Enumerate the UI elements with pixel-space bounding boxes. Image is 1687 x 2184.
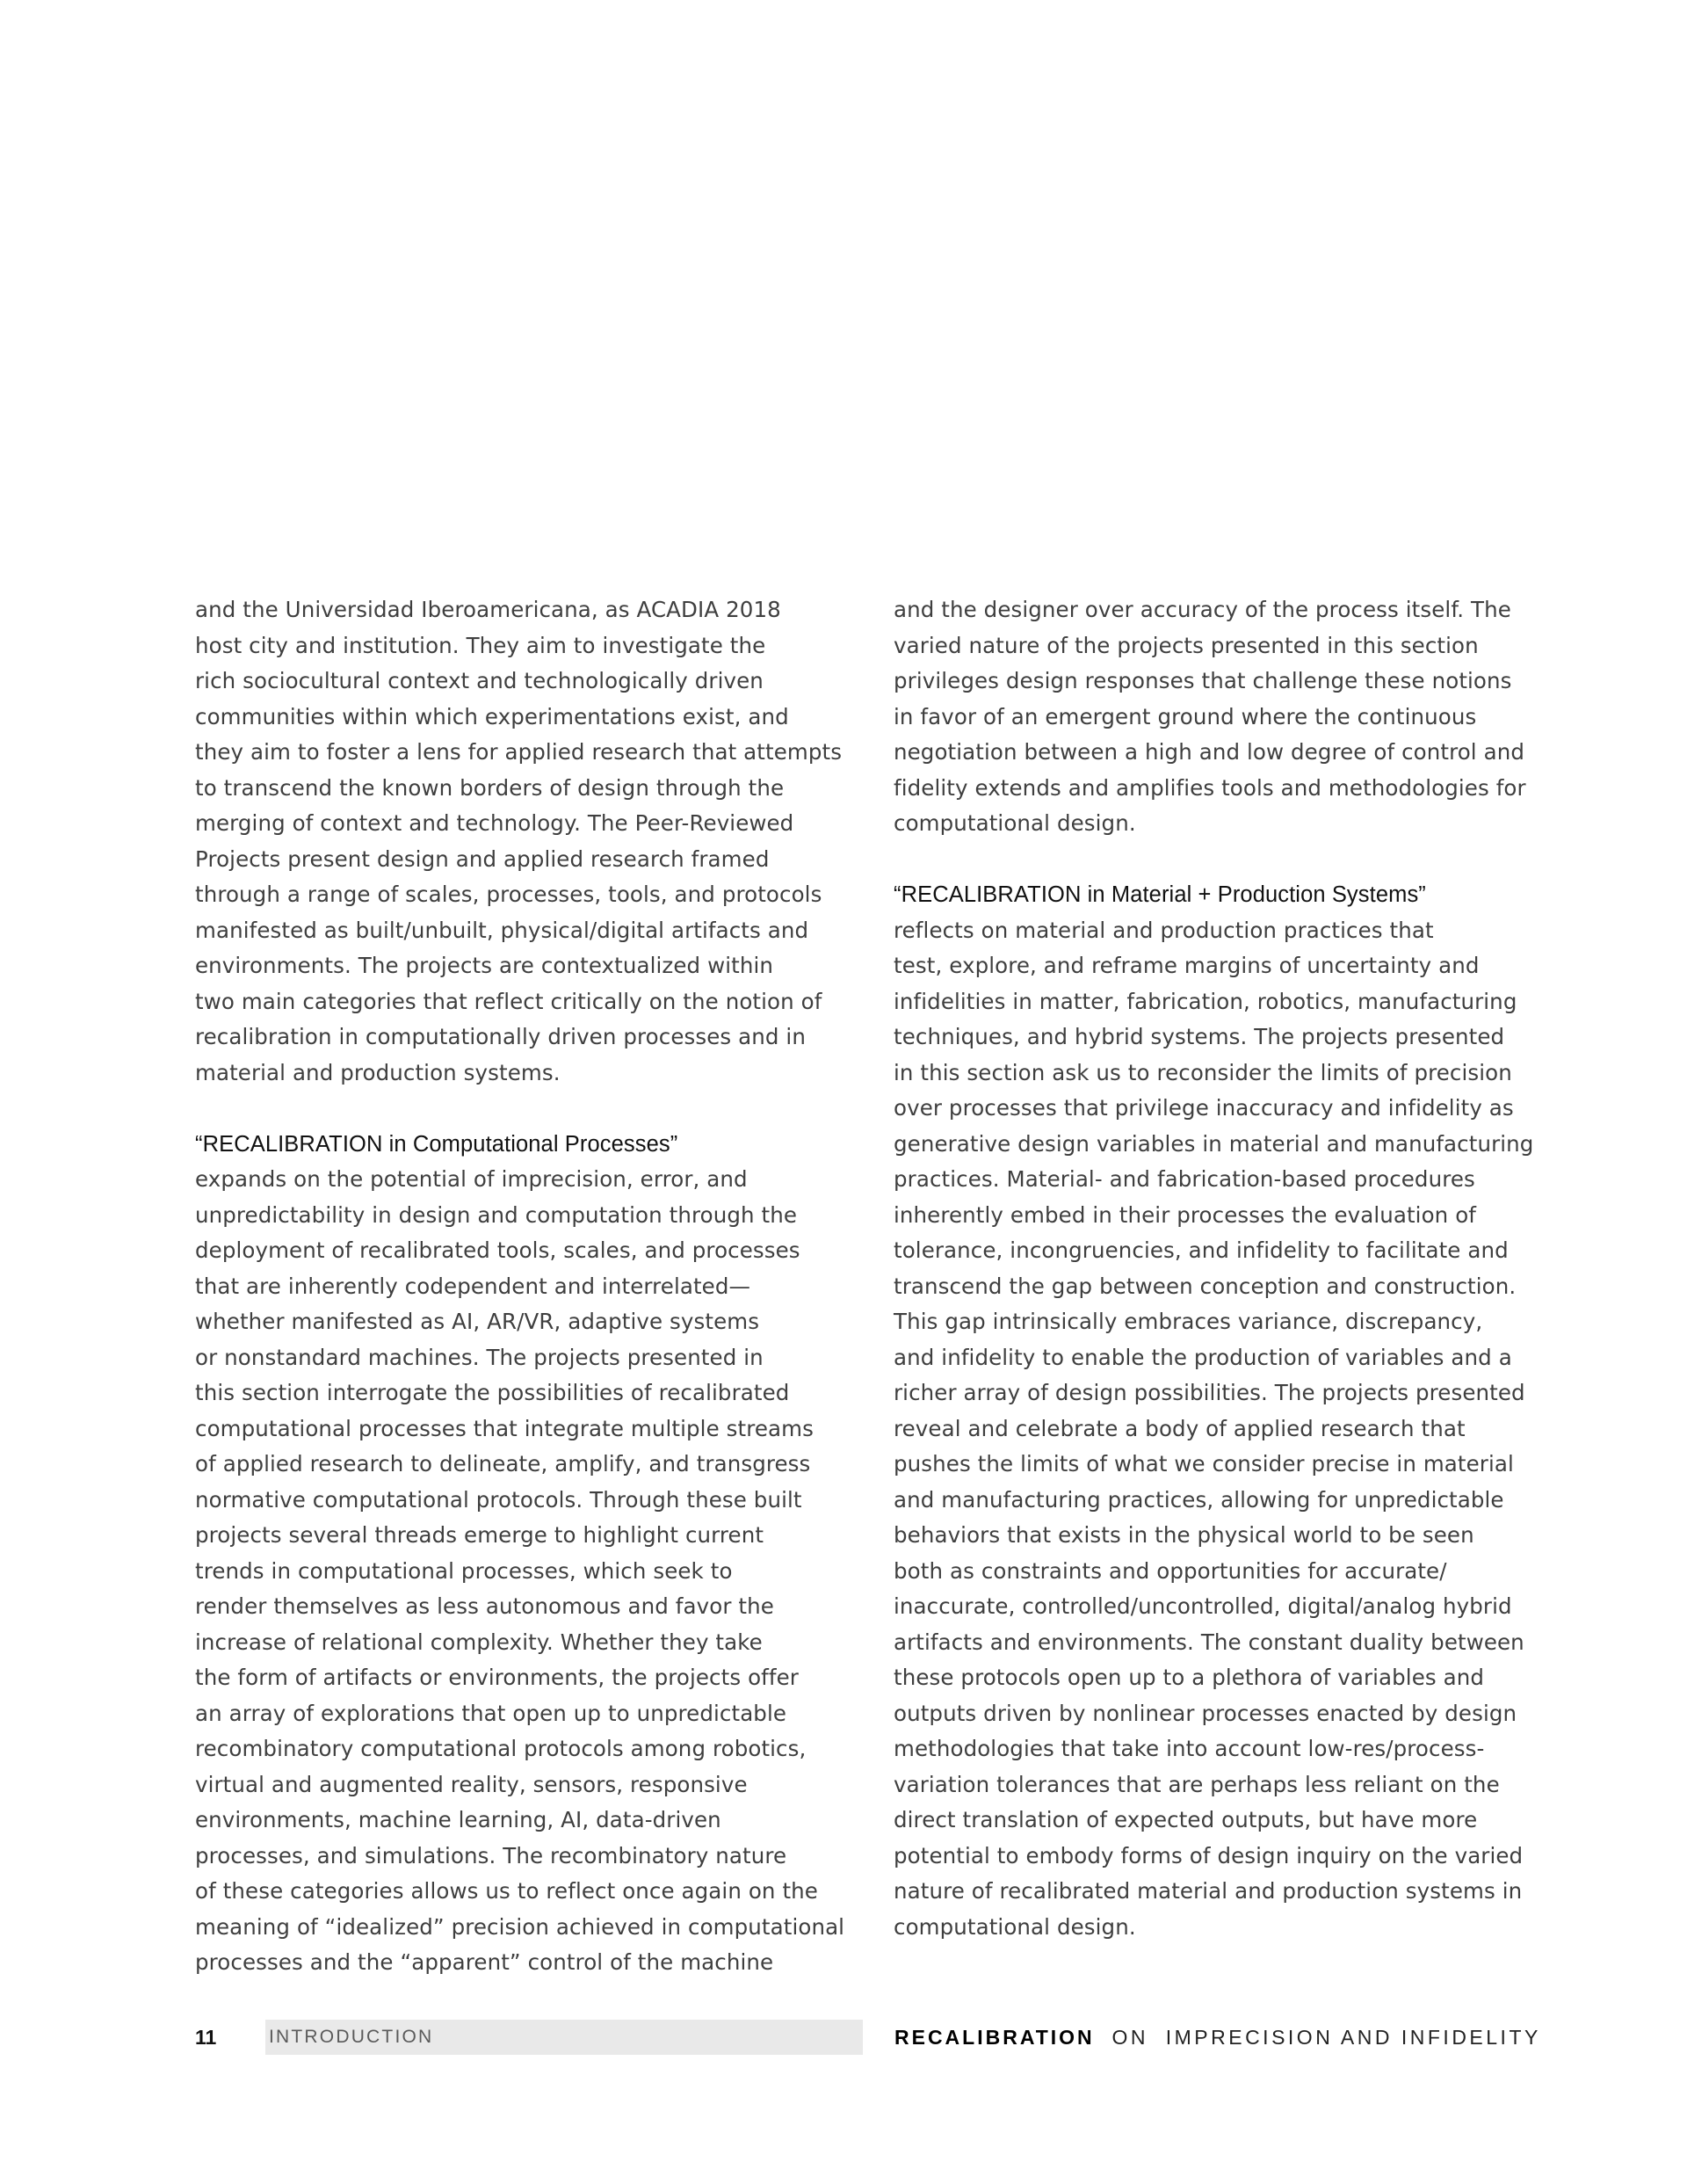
text-line: virtual and augmented reality, sensors, responsive — [195, 1771, 748, 1797]
text-line: inaccurate, controlled/uncontrolled, digital/analog hybrid — [894, 1593, 1512, 1619]
running-title-strong: RECALIBRATION — [894, 2026, 1095, 2049]
text-line: projects several threads emerge to highlight current — [195, 1522, 764, 1548]
heading-computational-processes: “RECALIBRATION in Computational Processes” — [195, 1131, 678, 1157]
text-line: these protocols open up to a plethora of variables and — [894, 1665, 1485, 1690]
text-line: increase of relational complexity. Whether they take — [195, 1629, 763, 1655]
text-line: of these categories allows us to reflect once again on the — [195, 1878, 818, 1904]
text-line: fidelity extends and amplifies tools and methodologies for — [894, 774, 1526, 801]
text-line: transcend the gap between conception and construction. — [894, 1273, 1517, 1299]
text-line: This gap intrinsically embraces variance, discrepancy, — [894, 1309, 1483, 1334]
page-footer — [0, 2020, 1687, 2055]
text-line: an array of explorations that open up to unpredictable — [195, 1700, 787, 1726]
text-line: recombinatory computational protocols among robotics, — [195, 1736, 807, 1761]
text-line: merging of context and technology. The Peer-Reviewed — [195, 810, 794, 836]
text-line: or nonstandard machines. The projects presented in — [195, 1344, 764, 1370]
text-line: and the Universidad Iberoamericana, as ACADIA 2018 — [195, 597, 781, 622]
page-number: 11 — [195, 2026, 217, 2049]
text-line: and the designer over accuracy of the process itself. The — [894, 597, 1511, 622]
text-line: through a range of scales, processes, tools, and protocols — [195, 882, 822, 907]
section-label: INTRODUCTION — [269, 2027, 434, 2047]
running-title-rest: ON IMPRECISION AND INFIDELITY — [1111, 2026, 1541, 2049]
text-line: two main categories that reflect critically on the notion of — [195, 988, 822, 1014]
text-line: computational design. — [894, 810, 1136, 836]
heading-material-production-systems: “RECALIBRATION in Material + Production Systems” — [894, 882, 1426, 907]
text-line: potential to embody forms of design inquiry on the varied — [894, 1842, 1524, 1868]
text-line: over processes that privilege inaccuracy and infidelity as — [894, 1095, 1514, 1121]
text-line: this section interrogate the possibilities of recalibrated — [195, 1380, 790, 1405]
text-line: nature of recalibrated material and production systems in — [894, 1878, 1523, 1904]
text-line: reflects on material and production practices that — [894, 917, 1434, 943]
running-title — [894, 2020, 1541, 2055]
text-line: direct translation of expected outputs, but have more — [894, 1807, 1478, 1832]
text-line: infidelities in matter, fabrication, robotics, manufacturing — [894, 988, 1517, 1014]
text-line: host city and institution. They aim to investigate the — [195, 632, 766, 658]
text-line: in favor of an emergent ground where the continuous — [894, 703, 1477, 729]
text-line: techniques, and hybrid systems. The projects presented — [894, 1024, 1505, 1049]
text-line: whether manifested as AI, AR/VR, adaptive systems — [195, 1309, 760, 1334]
text-line: unpredictability in design and computation through the — [195, 1201, 797, 1228]
text-line: in this section ask us to reconsider the limits of precision — [894, 1059, 1512, 1085]
text-line: manifested as built/unbuilt, physical/digital artifacts and — [195, 917, 809, 943]
text-line: variation tolerances that are perhaps less reliant on the — [894, 1771, 1500, 1797]
text-line: the form of artifacts or environments, the projects offer — [195, 1665, 799, 1690]
text-line: of applied research to delineate, amplify, and transgress — [195, 1451, 811, 1477]
text-line: render themselves as less autonomous and favor the — [195, 1593, 774, 1619]
text-line: reveal and celebrate a body of applied research that — [894, 1415, 1466, 1441]
text-line: test, explore, and reframe margins of uncertainty and — [894, 953, 1480, 978]
text-line: recalibration in computationally driven processes and in — [195, 1024, 806, 1049]
text-line: rich sociocultural context and technologically driven — [195, 668, 764, 693]
text-line: richer array of design possibilities. The projects presented — [894, 1380, 1525, 1405]
text-line: methodologies that take into account low-res/process- — [894, 1736, 1485, 1761]
text-line: generative design variables in material and manufacturing — [894, 1130, 1534, 1157]
text-line: communities within which experimentations exist, and — [195, 703, 789, 729]
text-line: behaviors that exists in the physical world to be seen — [894, 1522, 1474, 1548]
text-line: Projects present design and applied research framed — [195, 845, 770, 872]
text-line: privileges design responses that challenge these notions — [894, 668, 1512, 693]
text-line: they aim to foster a lens for applied research that attempts — [195, 739, 843, 765]
text-line: trends in computational processes, which seek to — [195, 1557, 733, 1584]
text-line: computational processes that integrate multiple streams — [195, 1415, 814, 1441]
text-line: that are inherently codependent and interrelated— — [195, 1273, 751, 1299]
text-line: outputs driven by nonlinear processes enacted by design — [894, 1700, 1517, 1726]
text-line: deployment of recalibrated tools, scales, and processes — [195, 1237, 800, 1263]
right-column — [894, 592, 1579, 1945]
text-line: pushes the limits of what we consider precise in material — [894, 1451, 1514, 1477]
paragraph-computational-processes — [195, 1162, 880, 1981]
text-line: inherently embed in their processes the evaluation of — [894, 1201, 1477, 1228]
text-line: processes and the “apparent” control of the machine — [195, 1949, 774, 1975]
text-line: varied nature of the projects presented in this section — [894, 632, 1479, 658]
left-column — [195, 592, 880, 1981]
text-line: practices. Material- and fabrication-based procedures — [894, 1166, 1475, 1192]
text-line: environments, machine learning, AI, data-driven — [195, 1807, 721, 1832]
text-line: normative computational protocols. Through these built — [195, 1486, 802, 1513]
text-line: and infidelity to enable the production of variables and a — [894, 1344, 1512, 1370]
text-line: tolerance, incongruencies, and infidelity to facilitate and — [894, 1237, 1509, 1263]
paragraph-intro-continued — [195, 592, 880, 1091]
text-line: material and production systems. — [195, 1059, 561, 1085]
text-line: expands on the potential of imprecision, error, and — [195, 1166, 748, 1192]
text-line: both as constraints and opportunities for accurate/ — [894, 1557, 1447, 1584]
text-line: artifacts and environments. The constant duality between — [894, 1629, 1524, 1655]
text-line: to transcend the known borders of design through the — [195, 774, 785, 801]
paragraph-computational-continued — [894, 592, 1579, 842]
text-line: negotiation between a high and low degree of control and — [894, 739, 1524, 765]
text-line: processes, and simulations. The recombinatory nature — [195, 1842, 787, 1868]
paragraph-material-production-systems — [894, 913, 1579, 1946]
text-line: computational design. — [894, 1913, 1136, 1940]
text-line: and manufacturing practices, allowing for unpredictable — [894, 1486, 1504, 1513]
text-line: environments. The projects are contextualized within — [195, 953, 774, 978]
text-line: meaning of “idealized” precision achieved in computational — [195, 1913, 845, 1940]
